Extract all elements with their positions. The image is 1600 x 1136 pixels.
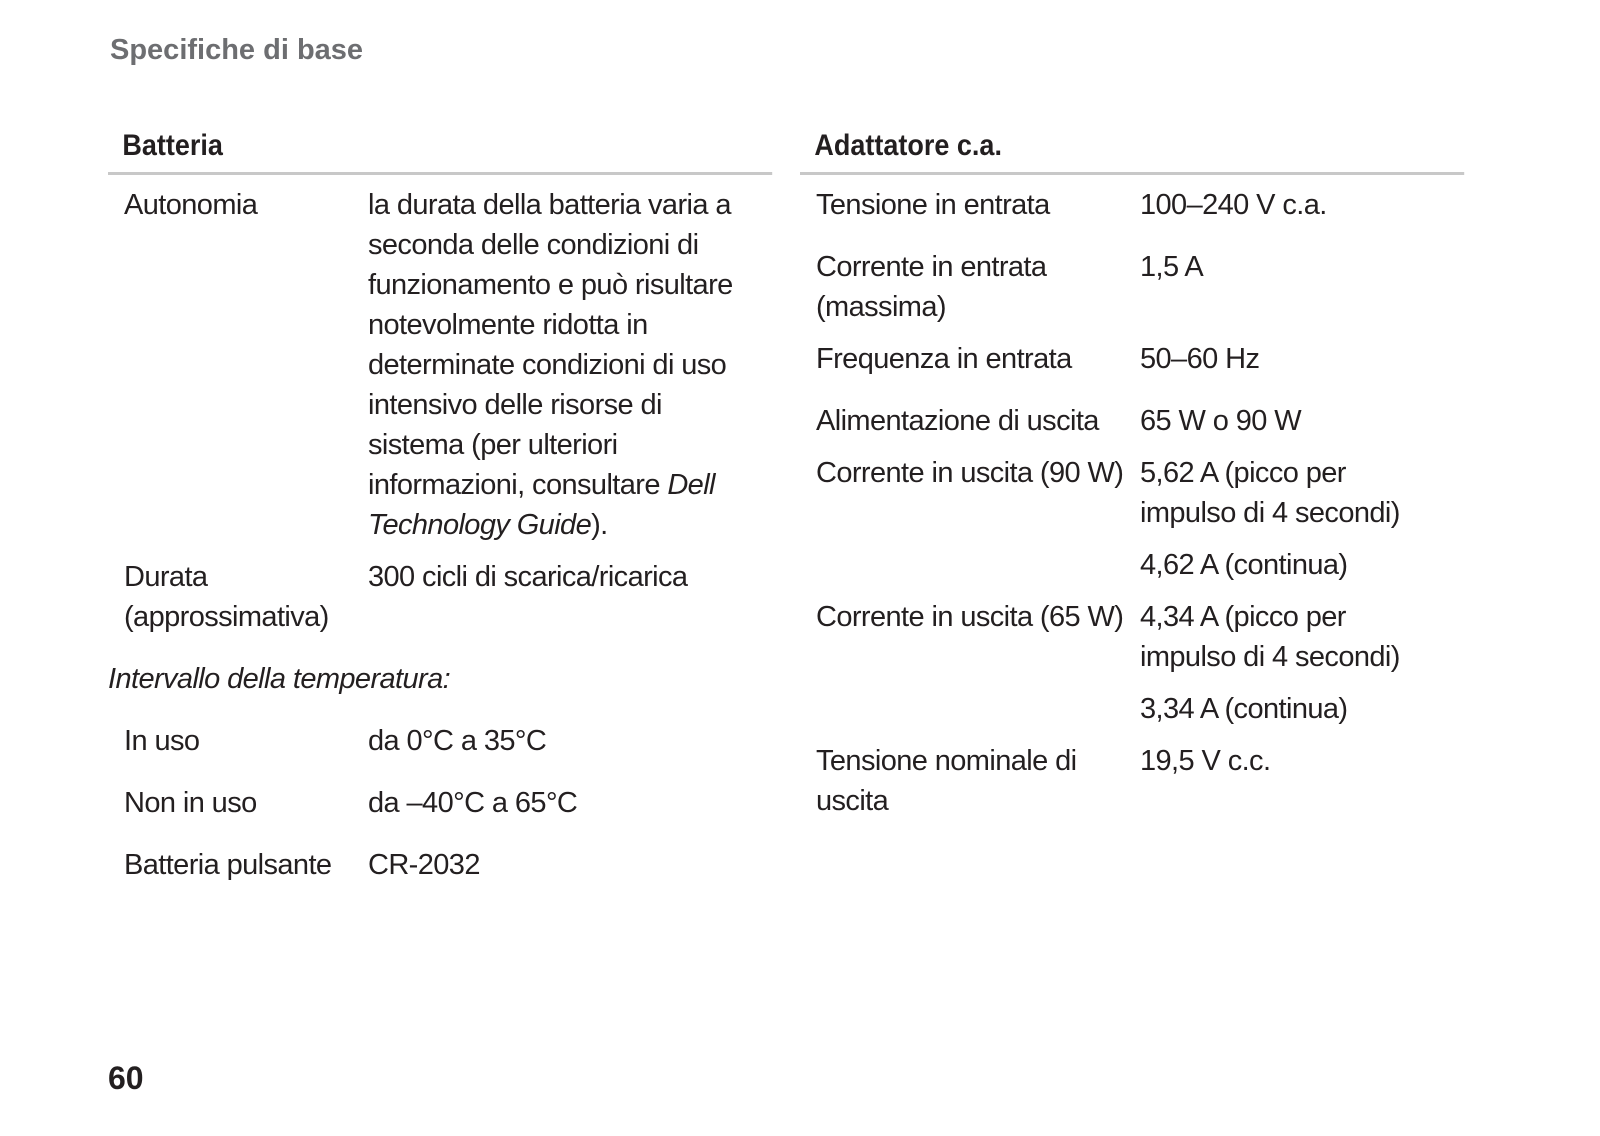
input-current-label: Corrente in entrata (massima) <box>816 251 1047 323</box>
table-row <box>108 761 758 823</box>
table-row <box>108 823 758 885</box>
lifespan-label: Durata (approssimativa) <box>124 561 329 633</box>
table-row <box>800 585 1450 677</box>
not-in-use-value: da –40°C a 65°C <box>368 787 578 819</box>
ac-adapter-heading: Adattatore c.a. <box>800 124 1464 175</box>
table-row <box>800 225 1450 327</box>
output-current-65-label: Corrente in uscita (65 W) <box>816 601 1124 633</box>
autonomy-label: Autonomia <box>124 189 258 221</box>
table-row <box>800 185 1450 225</box>
ac-adapter-section <box>800 124 1450 821</box>
not-in-use-label: Non in uso <box>124 787 257 819</box>
table-row <box>800 533 1450 585</box>
table-row <box>800 729 1450 821</box>
output-current-90-continuous: 4,62 A (continua) <box>1140 549 1348 581</box>
input-voltage-label: Tensione in entrata <box>816 189 1050 221</box>
output-current-90-peak: 5,62 A (picco per impulso di 4 secondi) <box>1140 457 1400 529</box>
ac-adapter-spec-table <box>800 185 1450 821</box>
coin-cell-label: Batteria pulsante <box>124 849 332 881</box>
input-frequency-label: Frequenza in entrata <box>816 343 1072 375</box>
running-header: Specifiche di base <box>110 34 364 66</box>
table-row <box>800 441 1450 533</box>
table-row <box>800 327 1450 379</box>
lifespan-value: 300 cicli di scarica/ricarica <box>368 561 688 593</box>
table-row <box>108 699 758 761</box>
battery-section <box>108 124 758 885</box>
dell-technology-guide-ref: Dell Technology Guide <box>368 469 715 541</box>
input-voltage-value: 100–240 V c.a. <box>1140 189 1327 221</box>
output-current-65-peak: 4,34 A (picco per impulso di 4 secondi) <box>1140 601 1400 673</box>
output-power-label: Alimentazione di uscita <box>816 405 1099 437</box>
temperature-heading: Intervallo della temperatura: <box>108 663 451 695</box>
autonomy-value: la durata della batteria varia a seconda delle condizioni di funzionamento e può risultare notevolmente ridotta in determinate condizioni di uso intensivo delle risorse di sistema (per ulteriori informazioni, consultare Dell Technology Guide). <box>368 189 733 541</box>
page-number: 60 <box>108 1060 144 1096</box>
table-row <box>108 545 758 637</box>
battery-heading: Batteria <box>108 124 772 175</box>
input-current-value: 1,5 A <box>1140 251 1204 283</box>
battery-spec-table <box>108 185 758 885</box>
in-use-value: da 0°C a 35°C <box>368 725 547 757</box>
temperature-heading-row <box>108 637 758 699</box>
table-row <box>108 185 758 545</box>
table-row <box>800 677 1450 729</box>
output-power-value: 65 W o 90 W <box>1140 405 1302 437</box>
in-use-label: In uso <box>124 725 200 757</box>
table-row <box>800 379 1450 441</box>
input-frequency-value: 50–60 Hz <box>1140 343 1260 375</box>
rated-voltage-label: Tensione nominale di uscita <box>816 745 1077 817</box>
output-current-90-label: Corrente in uscita (90 W) <box>816 457 1124 489</box>
rated-voltage-value: 19,5 V c.c. <box>1140 745 1271 777</box>
output-current-65-continuous: 3,34 A (continua) <box>1140 693 1348 725</box>
coin-cell-value: CR-2032 <box>368 849 480 881</box>
